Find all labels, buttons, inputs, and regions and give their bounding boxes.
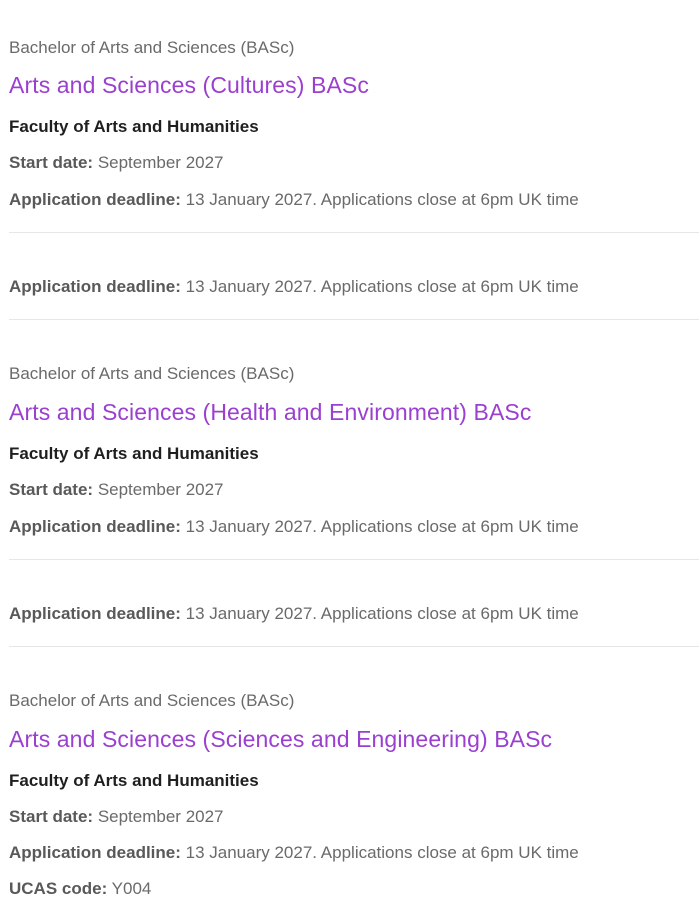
start-date-row — [9, 808, 224, 825]
deadline-label: Application deadline: — [9, 277, 181, 296]
deadline-value: 13 January 2027. Applications close at 6pm UK time — [185, 604, 579, 623]
deadline-value: 13 January 2027. Applications close at 6pm UK time — [185, 843, 579, 862]
deadline-value: 13 January 2027. Applications close at 6pm UK time — [185, 277, 579, 296]
degree-type: Bachelor of Arts and Sciences (BASc) — [9, 38, 295, 57]
deadline-row — [9, 844, 579, 861]
divider — [9, 559, 699, 560]
ucas-code-label: UCAS code: — [9, 879, 108, 898]
deadline-row — [9, 278, 579, 295]
start-date-label: Start date: — [9, 807, 94, 826]
deadline-label: Application deadline: — [9, 604, 181, 623]
start-date-value: September 2027 — [97, 153, 224, 172]
deadline-row — [9, 191, 579, 208]
degree-type: Bachelor of Arts and Sciences (BASc) — [9, 691, 295, 710]
faculty-name: Faculty of Arts and Humanities — [9, 444, 259, 463]
divider — [9, 646, 699, 647]
deadline-value: 13 January 2027. Applications close at 6pm UK time — [185, 517, 579, 536]
course-title-link[interactable]: Arts and Sciences (Health and Environment) BASc — [9, 399, 532, 425]
start-date-row — [9, 154, 224, 171]
deadline-label: Application deadline: — [9, 517, 181, 536]
deadline-label: Application deadline: — [9, 190, 181, 209]
faculty-name: Faculty of Arts and Humanities — [9, 771, 259, 790]
start-date-value: September 2027 — [97, 807, 224, 826]
start-date-row — [9, 481, 224, 498]
deadline-label: Application deadline: — [9, 843, 181, 862]
deadline-row — [9, 518, 579, 535]
start-date-value: September 2027 — [97, 480, 224, 499]
start-date-label: Start date: — [9, 153, 94, 172]
divider — [9, 232, 699, 233]
divider — [9, 319, 699, 320]
ucas-code-value: Y004 — [111, 879, 152, 898]
start-date-label: Start date: — [9, 480, 94, 499]
degree-type: Bachelor of Arts and Sciences (BASc) — [9, 364, 295, 383]
course-title-link[interactable]: Arts and Sciences (Cultures) BASc — [9, 72, 369, 98]
ucas-code-row — [9, 880, 151, 897]
deadline-row — [9, 605, 579, 622]
course-title-link[interactable]: Arts and Sciences (Sciences and Engineering) BASc — [9, 726, 553, 752]
faculty-name: Faculty of Arts and Humanities — [9, 117, 259, 136]
deadline-value: 13 January 2027. Applications close at 6pm UK time — [185, 190, 579, 209]
